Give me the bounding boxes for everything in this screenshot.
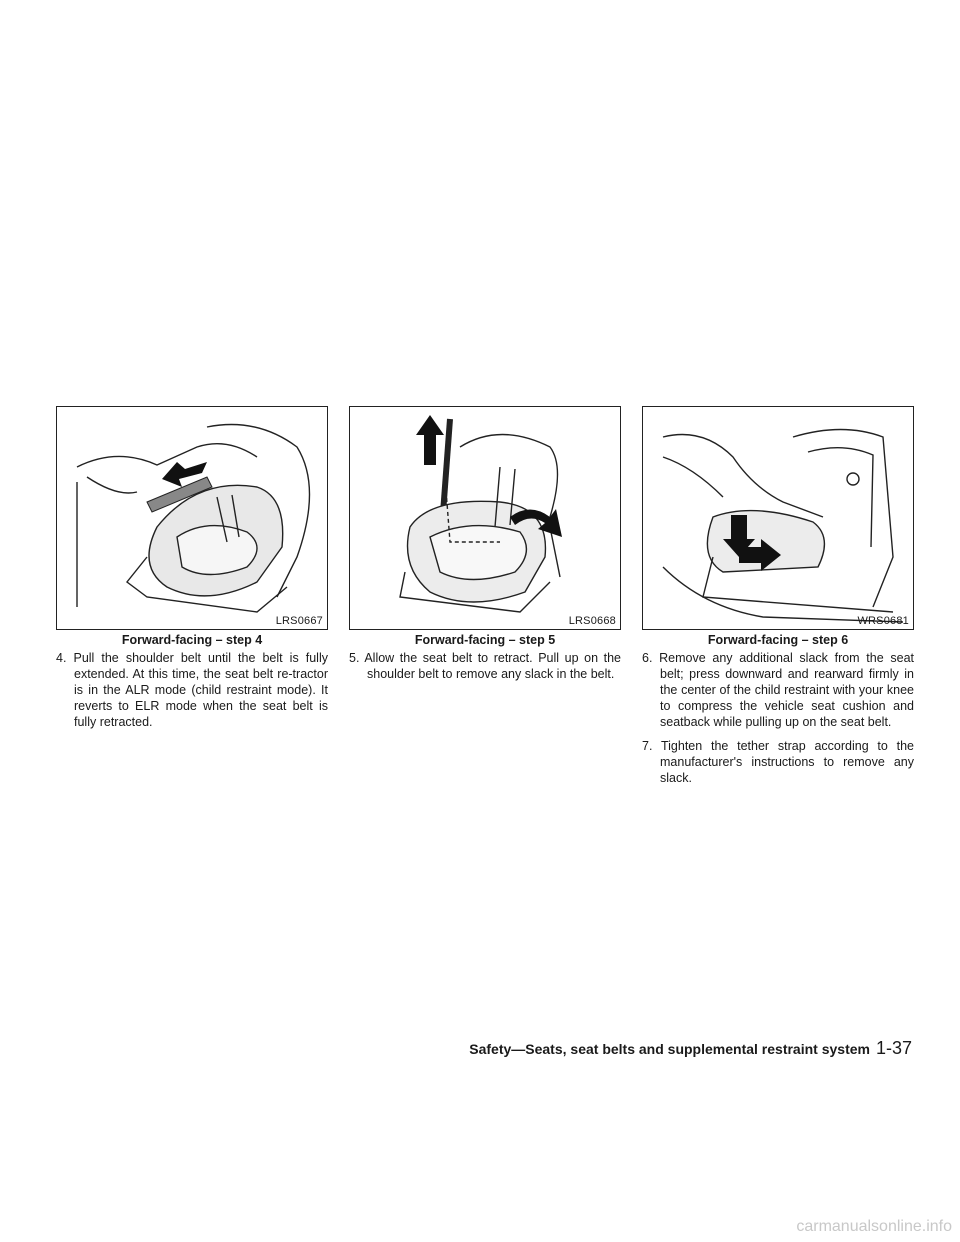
figure-caption: Forward-facing – step 6: [707, 633, 849, 647]
child-seat-compress-icon: [643, 407, 913, 629]
step-6-text: 6. Remove any additional slack from the seat belt; press downward and rearward firmly in the center of the child restraint with your knee to compress the vehicle seat cushion and seatback while pulling up on the seat belt.: [642, 651, 914, 729]
figure-caption: Forward-facing – step 4: [121, 633, 263, 647]
figure-column-step-6: [642, 406, 914, 786]
page-number: 1-37: [875, 1038, 912, 1058]
figure-column-step-4: [56, 406, 328, 730]
figure-caption: Forward-facing – step 5: [414, 633, 556, 647]
page-footer: [469, 1038, 912, 1059]
section-title: Safety—Seats, seat belts and supplemental restraint system: [469, 1041, 870, 1057]
step-5-text: 5. Allow the seat belt to retract. Pull up on the shoulder belt to remove any slack in the belt.: [349, 651, 621, 681]
step-4-text: 4. Pull the shoulder belt until the belt is fully extended. At this time, the seat belt re-tractor is in the ALR mode (child restraint mode). It reverts to ELR mode when the seat belt is fully retracted.: [56, 651, 328, 729]
figure-code: LRS0667: [275, 615, 323, 627]
child-seat-belt-pull-icon: [57, 407, 327, 629]
figure-code: WRS0681: [857, 615, 909, 627]
watermark: carmanualsonline.info: [796, 1218, 952, 1235]
illustration-step-6: [642, 406, 914, 630]
figure-column-step-5: [349, 406, 621, 682]
figure-code: LRS0668: [568, 615, 616, 627]
illustration-step-5: [349, 406, 621, 630]
child-seat-belt-retract-icon: [350, 407, 620, 629]
step-7-text: 7. Tighten the tether strap according to the manufacturer's instructions to remove any slack.: [642, 739, 914, 785]
illustration-step-4: [56, 406, 328, 630]
